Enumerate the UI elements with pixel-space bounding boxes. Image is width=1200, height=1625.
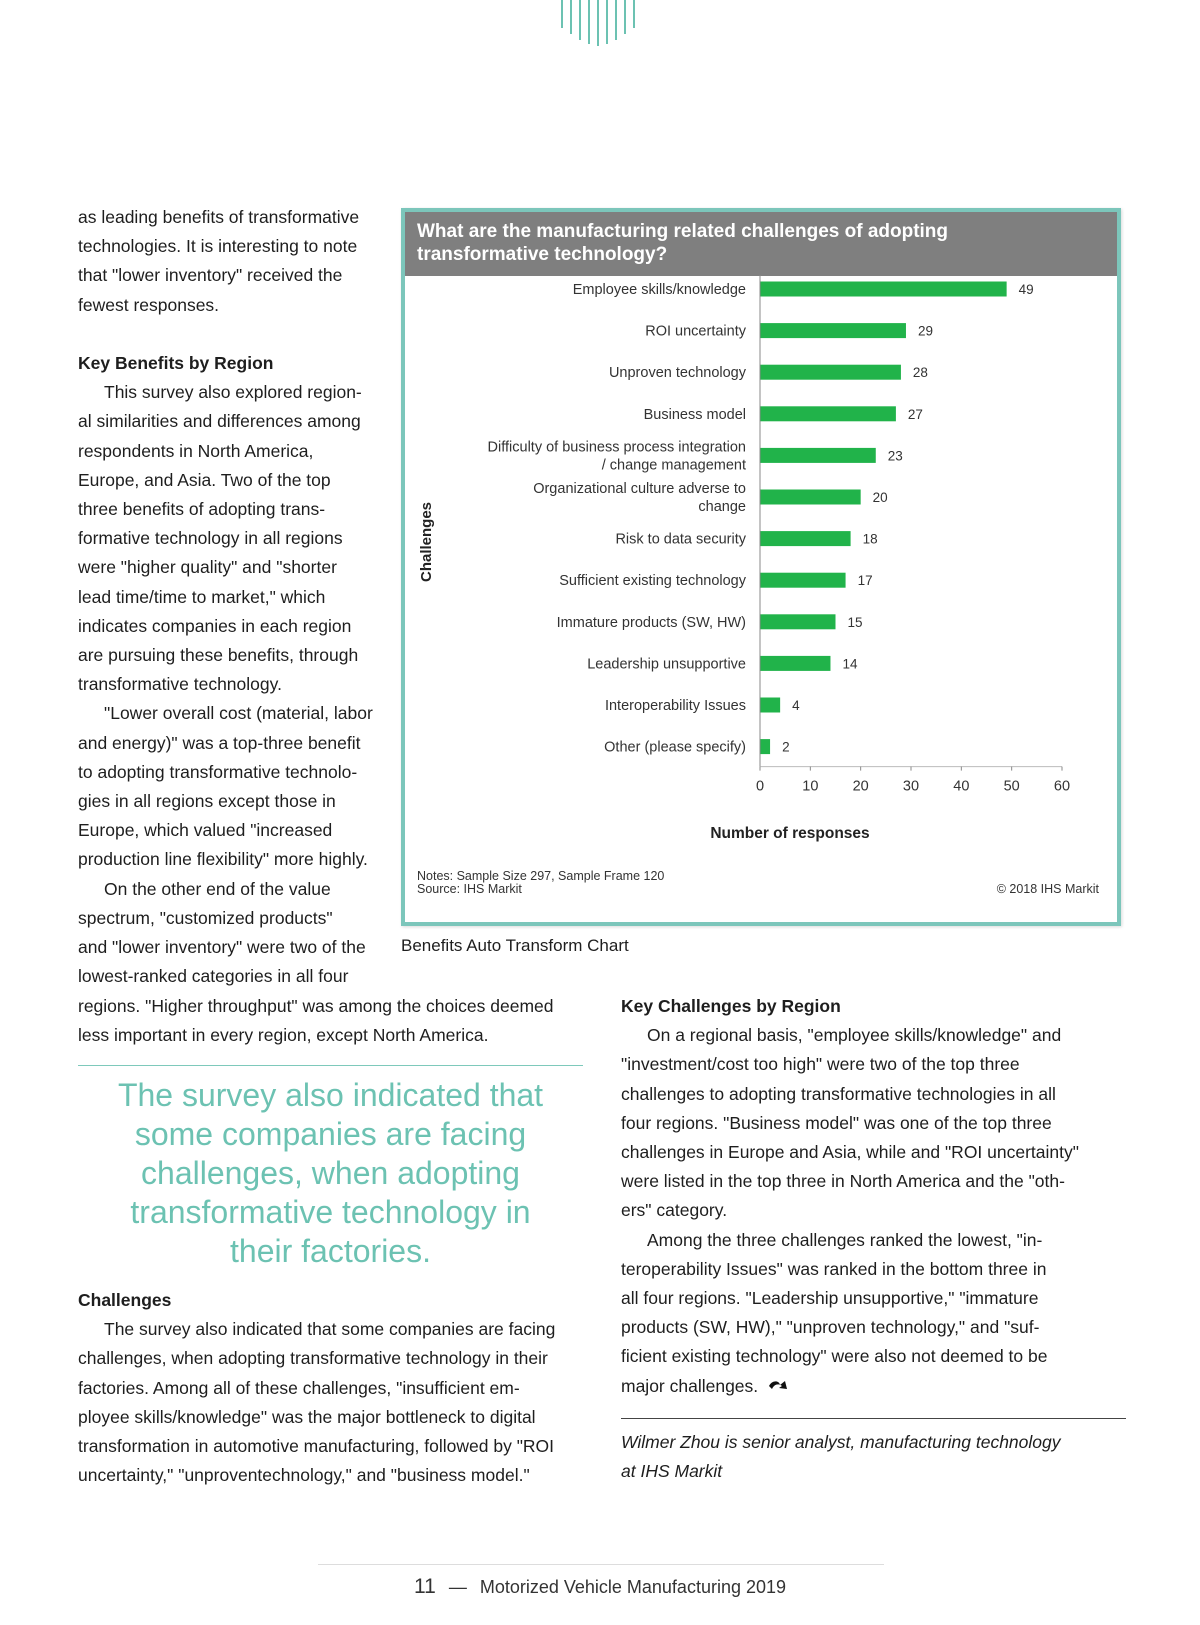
chart-bar — [760, 282, 1007, 297]
chart-category-label: / change management — [601, 457, 746, 474]
chart-bar — [760, 614, 836, 629]
spacer — [78, 320, 383, 349]
chart-copyright: © 2018 IHS Markit — [996, 882, 1099, 896]
chart-notes-line: Notes: Sample Size 297, Sample Frame 120 — [417, 869, 665, 883]
chart-bar — [760, 365, 901, 380]
regional-paragraph-2: "Lower overall cost (material, labor and energy)" was a top-three benefit to adopting transformative technolo- gies in all regions except those in Europe, which valued "increased production line flexibility" more highly. — [78, 703, 373, 870]
chart-bar — [760, 573, 846, 588]
regional-paragraph-1: This survey also explored region- al similarities and differences among respondents in North America, Europe, and Asia. Two of the top three benefits of adopting trans- formative technology in all regions were "higher quality" and "shorter lead time/time to market," which indicates companies in each region are pursuing these benefits, through transformative technology. — [78, 382, 362, 695]
chart-bar — [760, 323, 906, 338]
chart-value-label: 4 — [792, 698, 800, 713]
chart-category-label: Organizational culture adverse to — [533, 481, 746, 497]
chart-title-line-2: transformative technology? — [417, 244, 668, 265]
chart-category-label: Immature products (SW, HW) — [556, 614, 746, 631]
footer-rule — [318, 1564, 884, 1565]
chart-bar — [760, 656, 830, 671]
chart-value-label: 29 — [917, 323, 933, 339]
chart-category-label: Leadership unsupportive — [587, 656, 746, 673]
chart-caption: Benefits Auto Transform Chart — [401, 936, 629, 955]
key-challenges-paragraph-2: Among the three challenges ranked the lowest, "in- teroperability Issues" was ranked in the bottom three in all four regions. "Leadership unsupportive," "immature products (SW, HW)," "unproven technology," and "suf- ficient existing technology" were also not deemed to be major challenges. — [621, 1229, 1048, 1396]
left-column-top — [78, 203, 383, 991]
chart-value-label: 23 — [887, 448, 903, 464]
chart-bar — [760, 490, 861, 505]
chart-bar — [760, 739, 770, 754]
chart-x-tick-label: 0 — [755, 778, 765, 795]
chart-value-label: 17 — [857, 573, 873, 589]
chart-bar — [760, 531, 851, 546]
chart-x-tick-label: 10 — [802, 778, 819, 795]
chart-bar — [760, 698, 780, 713]
chart-value-label: 27 — [907, 406, 923, 422]
key-challenges-paragraph-1: On a regional basis, "employee skills/knowledge" and "investment/cost too high" were two of the top three challenges to adopting transformative technologies in all four regions. "Business model" was one of the top three challenges in Europe and Asia, while and "ROI uncertainty" were listed in the top three in North America and the "oth- ers" category. — [621, 1025, 1079, 1221]
pull-quote: The survey also indicated that some companies are facing challenges, when adopting transformative technology in their factories. — [117, 1077, 544, 1269]
chart-category-label: ROI uncertainty — [645, 323, 746, 340]
chart-x-tick-label: 30 — [902, 778, 920, 795]
chart-title-line-1: What are the manufacturing related challenges of adopting — [417, 221, 949, 242]
footer-separator: — — [448, 1577, 467, 1597]
chart-x-axis-label: Number of responses — [710, 825, 870, 842]
chart-x-tick-label: 20 — [852, 778, 869, 795]
challenges-heading: Challenges — [78, 1290, 172, 1310]
chart-value-label: 15 — [847, 614, 863, 630]
challenges-section — [78, 1286, 598, 1490]
chart-x-tick-label: 50 — [1003, 778, 1020, 795]
chart-category-label: Interoperability Issues — [604, 698, 746, 714]
chart-value-label: 14 — [842, 656, 858, 672]
right-column — [621, 992, 1131, 1401]
chart-value-label: 28 — [912, 365, 928, 381]
key-benefits-heading: Key Benefits by Region — [78, 353, 274, 373]
author-rule — [621, 1418, 1126, 1419]
key-challenges-heading: Key Challenges by Region — [621, 996, 841, 1016]
decorative-lines-graphic — [560, 0, 640, 46]
chart-category-label: change — [698, 499, 746, 515]
chart-value-label: 2 — [782, 739, 790, 755]
chart-category-label: Other (please specify) — [604, 739, 746, 756]
chart-source-line: Source: IHS Markit — [417, 882, 522, 896]
challenges-bar-chart — [405, 212, 1117, 922]
chart-category-label: Risk to data security — [615, 531, 746, 548]
chart-x-tick-label: 60 — [1053, 778, 1071, 795]
page-number: 11 — [413, 1575, 436, 1598]
page-footer — [0, 1575, 1200, 1599]
chart-value-label: 20 — [872, 490, 888, 505]
chart-category-label: Employee skills/knowledge — [572, 282, 746, 298]
chart-bar — [760, 448, 876, 463]
author-bio: Wilmer Zhou is senior analyst, manufacturing technology at IHS Markit — [621, 1432, 1061, 1482]
challenges-paragraph: The survey also indicated that some companies are facing challenges, when adopting transformative technology in their factories. Among all of these challenges, "insufficient em- ployee skills/knowledge" was the major bottleneck to digital transformation in automotive manufacturing, followed by "ROI uncertainty," "unproventechnology," and "business model." — [78, 1319, 556, 1486]
publication-title: Motorized Vehicle Manufacturing 2019 — [479, 1577, 787, 1597]
regional-paragraph-3: On the other end of the value spectrum, "customized products" and "lower inventory" were two of the lowest-ranked categories in all four — [78, 878, 366, 987]
chart-x-tick-label: 40 — [953, 778, 970, 795]
chart-category-label: Unproven technology — [608, 365, 746, 382]
chart-y-axis-label: Challenges — [418, 501, 435, 583]
chart-category-label: Business model — [643, 406, 746, 423]
intro-paragraph: as leading benefits of transformative technologies. It is interesting to note that "lower inventory" received the fewest responses. — [78, 207, 360, 315]
challenges-chart-figure — [401, 208, 1121, 926]
chart-bar — [760, 406, 896, 421]
chart-value-label: 18 — [862, 531, 878, 547]
chart-value-label: 49 — [1018, 282, 1034, 297]
end-mark-icon — [767, 1379, 789, 1393]
pull-quote-rule — [78, 1065, 583, 1066]
chart-category-label: Difficulty of business process integration — [487, 439, 746, 456]
left-bottom-paragraph: regions. "Higher throughput" was among the choices deemed less important in every region, except North America. — [78, 996, 554, 1046]
chart-category-label: Sufficient existing technology — [559, 573, 746, 590]
